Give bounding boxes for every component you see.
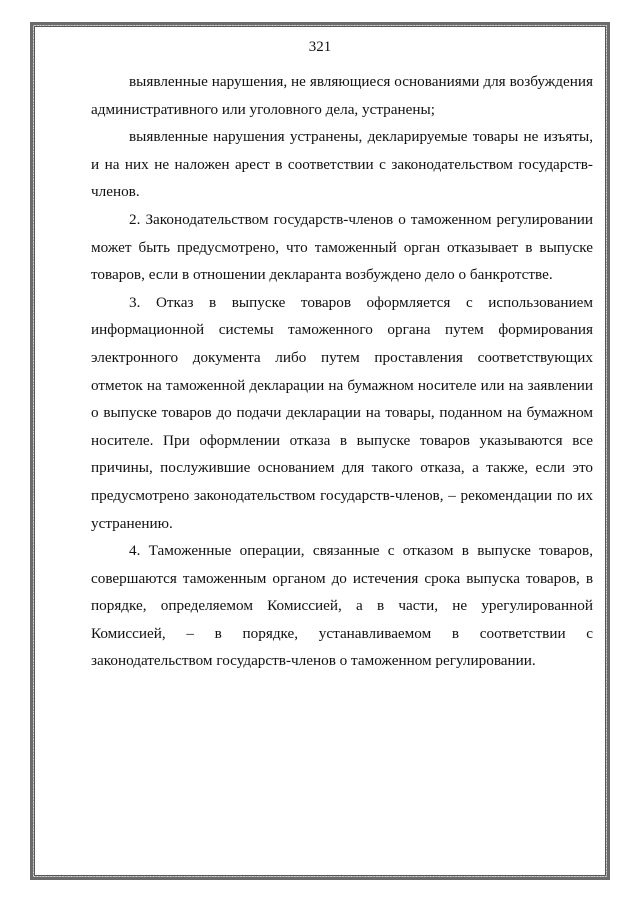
- paragraph-section-2-bankruptcy: 2. Законодательством государств-членов о таможенном регулировании может быть предусмотрено, что таможенный орган отказывает в выпуске товаров, если в отношении декларанта возбуждено дело о банкротстве.: [91, 210, 593, 284]
- paragraph-section-4-customs-operations: 4. Таможенные операции, связанные с отказом в выпуске товаров, совершаются таможенным органом до истечения срока выпуска товаров, в порядке, определяемом Комиссией, а в части, не урегулированной Комиссией, – в порядке, устанавливаемом в соответствии с законодательством государств-членов о таможенном регулировании.: [91, 542, 593, 670]
- page-number: 321: [308, 39, 332, 55]
- paragraph-section-3-refusal-formalization: 3. Отказ в выпуске товаров оформляется с использованием информационной системы таможенного органа путем формирования электронного документа либо путем проставления соответствующих отметок на таможенной декларации на бумажном носителе или на заявлении о выпуске товаров до подачи декларации на товары, поданном на бумажном носителе. При оформлении отказа в выпуске товаров указываются все причины, послужившие основанием для такого отказа, а также, если это предусмотрено законодательством государств-членов, – рекомендации по их устранению.: [91, 293, 593, 532]
- paragraph-violations-eliminated: выявленные нарушения устранены, декларируемые товары не изъяты, и на них не наложен арест в соответствии с законодательством государств-членов.: [91, 128, 593, 201]
- paragraph-violations-not-grounds: выявленные нарушения, не являющиеся основаниями для возбуждения административного или уголовного дела, устранены;: [91, 73, 593, 118]
- document-body: [91, 68, 593, 675]
